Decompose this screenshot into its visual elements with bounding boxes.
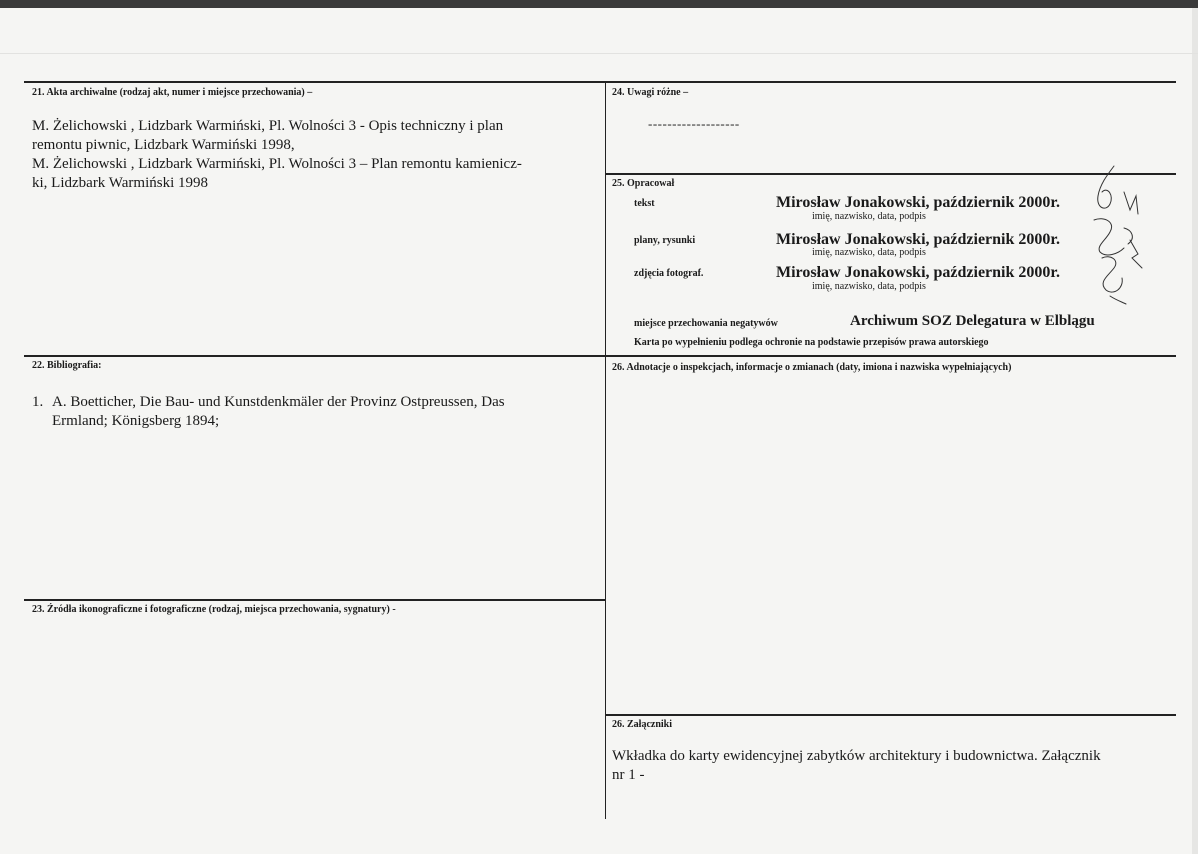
- rule-26-zal: [605, 714, 1176, 716]
- attachments-line: nr 1 -: [612, 767, 645, 783]
- author-row-name: Mirosław Jonakowski, październik 2000r.: [776, 231, 1061, 248]
- section-21-header: 21. Akta archiwalne (rodzaj akt, numer i miejsce przechowania) –: [32, 87, 313, 98]
- bibliography-item: [52, 393, 505, 431]
- author-row-label: plany, rysunki: [634, 235, 696, 246]
- author-row-sub: imię, nazwisko, data, podpis: [812, 247, 926, 258]
- fold-line: [0, 53, 1198, 54]
- section-22-header: 22. Bibliografia:: [32, 360, 102, 371]
- section-26-annotations-header: 26. Adnotacje o inspekcjach, informacje o zmianach (daty, imiona i nazwiska wypełniających): [612, 362, 1012, 373]
- sheet-right-edge: [1192, 8, 1198, 854]
- top-rule: [24, 81, 1176, 83]
- author-row-sub: imię, nazwisko, data, podpis: [812, 281, 926, 292]
- negatives-value: Archiwum SOZ Delegatura w Elblągu: [850, 313, 1095, 329]
- rule-23: [24, 599, 605, 601]
- bibliography-line: Ermland; Königsberg 1894;: [52, 413, 220, 429]
- section-26-attachments-header: 26. Załączniki: [612, 719, 673, 730]
- rule-row-2: [24, 355, 1176, 357]
- section-25-header: 25. Opracował: [612, 178, 675, 189]
- attachments-text: [612, 747, 1101, 785]
- section-21-line: M. Żelichowski , Lidzbark Warmiński, Pl. Wolności 3 – Plan remontu kamienicz-: [32, 156, 522, 172]
- copyright-note: Karta po wypełnieniu podlega ochronie na podstawie przepisów prawa autorskiego: [634, 337, 989, 348]
- section-21-text: [32, 117, 522, 193]
- author-row-label: tekst: [634, 198, 655, 209]
- section-24-value: -------------------: [648, 116, 740, 131]
- bibliography-number: 1.: [32, 394, 44, 410]
- bibliography-line: A. Boetticher, Die Bau- und Kunstdenkmäler der Provinz Ostpreussen, Das: [52, 394, 505, 410]
- attachments-line: Wkładka do karty ewidencyjnej zabytków architektury i budownictwa. Załącznik: [612, 748, 1101, 764]
- section-21-line: ki, Lidzbark Warmiński 1998: [32, 175, 208, 191]
- scan-top-border: [0, 0, 1198, 8]
- author-row-name: Mirosław Jonakowski, październik 2000r.: [776, 194, 1061, 211]
- section-21-line: M. Żelichowski , Lidzbark Warmiński, Pl. Wolności 3 - Opis techniczny i plan: [32, 118, 504, 134]
- negatives-label: miejsce przechowania negatywów: [634, 318, 778, 329]
- section-23-header: 23. Źródła ikonograficzne i fotograficzne (rodzaj, miejsca przechowania, sygnatury) -: [32, 604, 396, 615]
- author-row-label: zdjęcia fotograf.: [634, 268, 704, 279]
- section-24-header: 24. Uwagi różne –: [612, 87, 689, 98]
- center-divider: [605, 81, 606, 819]
- handwritten-signature: [1080, 162, 1148, 308]
- author-row-name: Mirosław Jonakowski, październik 2000r.: [776, 264, 1061, 281]
- section-21-line: remontu piwnic, Lidzbark Warmiński 1998,: [32, 137, 295, 153]
- author-row-sub: imię, nazwisko, data, podpis: [812, 211, 926, 222]
